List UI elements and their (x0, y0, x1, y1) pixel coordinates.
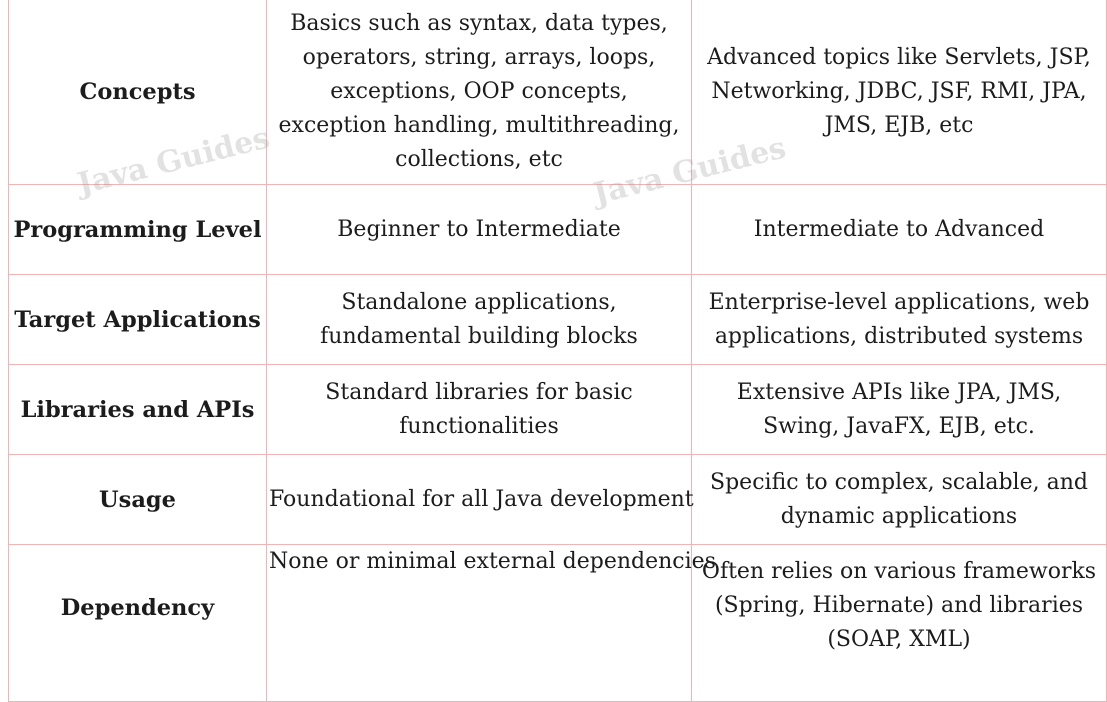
advanced-java-cell: Often relies on various frameworks (Spring, Hibernate) and libraries (SOAP, XML) (692, 545, 1107, 702)
row-header-programming-level: Programming Level (9, 185, 267, 275)
core-java-cell: Beginner to Intermediate (267, 185, 692, 275)
table-row (9, 545, 1107, 702)
advanced-java-cell: Extensive APIs like JPA, JMS, Swing, JavaFX, EJB, etc. (692, 365, 1107, 455)
table-row (9, 365, 1107, 455)
core-java-cell: Basics such as syntax, data types, operators, string, arrays, loops, exceptions, OOP concepts, exception handling, multithreading, collections, etc (267, 0, 692, 185)
table-row (9, 0, 1107, 185)
table-row (9, 275, 1107, 365)
advanced-java-cell: Enterprise-level applications, web applications, distributed systems (692, 275, 1107, 365)
row-header-libraries-and-apis: Libraries and APIs (9, 365, 267, 455)
advanced-java-cell: Advanced topics like Servlets, JSP, Networking, JDBC, JSF, RMI, JPA, JMS, EJB, etc (692, 0, 1107, 185)
watermark: Java Guides (74, 120, 274, 202)
row-header-usage: Usage (9, 455, 267, 545)
advanced-java-cell: Intermediate to Advanced (692, 185, 1107, 275)
advanced-java-cell: Specific to complex, scalable, and dynamic applications (692, 455, 1107, 545)
row-header-concepts: Concepts (9, 0, 267, 185)
table-row (9, 185, 1107, 275)
core-java-cell: Foundational for all Java development (267, 455, 692, 545)
row-header-target-applications: Target Applications (9, 275, 267, 365)
row-header-dependency: Dependency (9, 545, 267, 702)
watermark: Java Guides (590, 130, 790, 212)
comparison-table (8, 0, 1107, 702)
core-java-cell: Standalone applications, fundamental building blocks (267, 275, 692, 365)
core-java-cell: None or minimal external dependencies (267, 545, 692, 702)
table-row (9, 455, 1107, 545)
core-java-cell: Standard libraries for basic functionalities (267, 365, 692, 455)
